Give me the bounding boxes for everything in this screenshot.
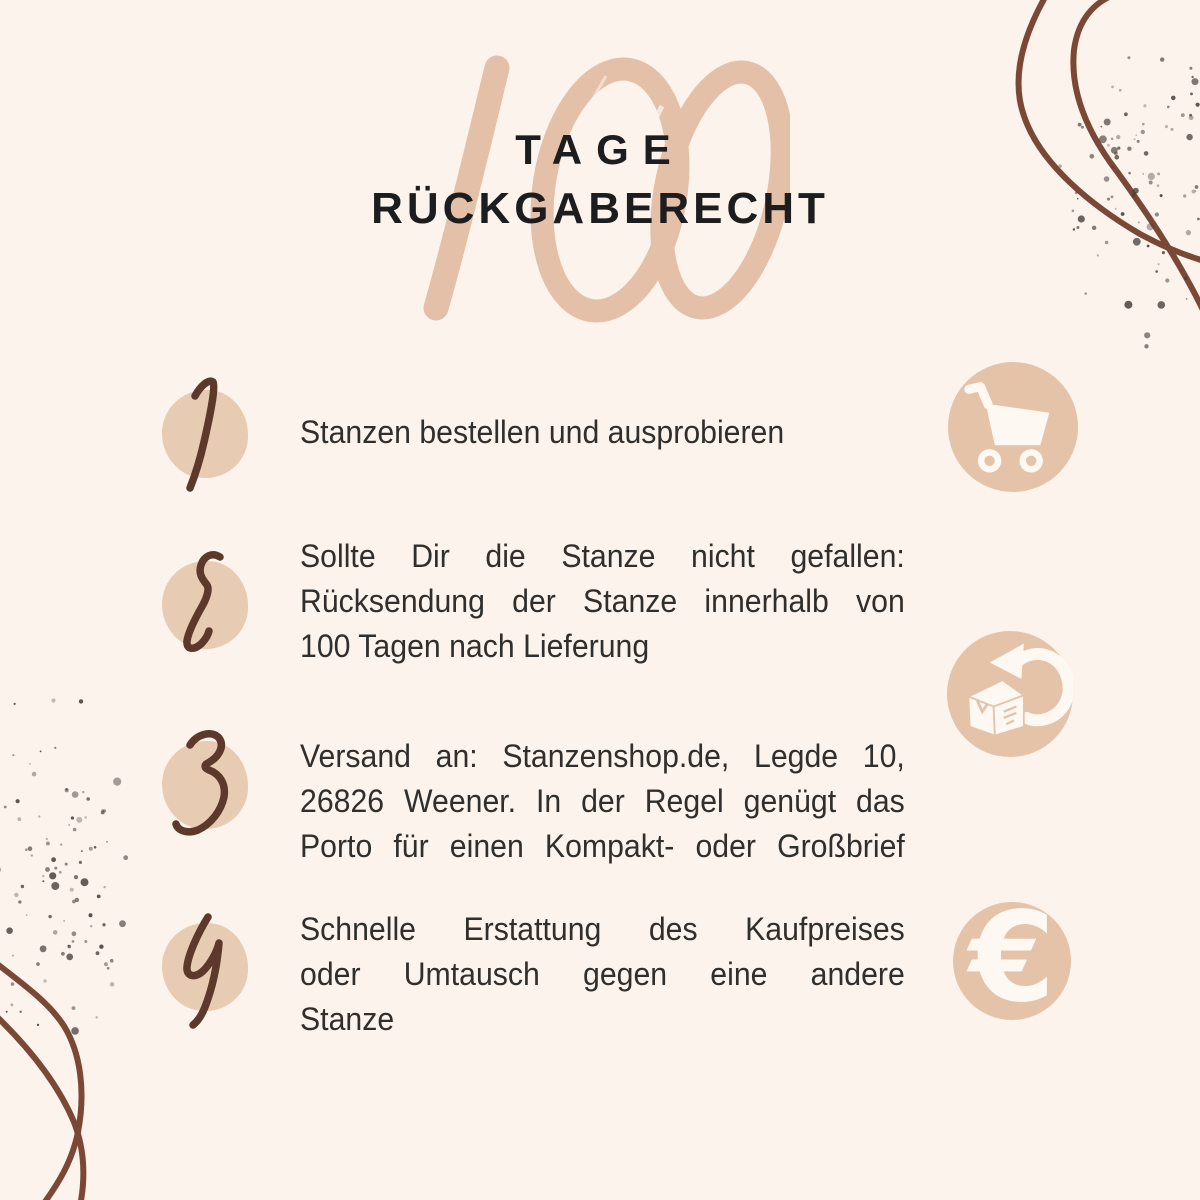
step-text-line: Stanzen bestellen und ausprobieren <box>300 414 785 450</box>
step-text-line: 100 Tagen nach Lieferung <box>300 628 650 664</box>
step-text-line: Sollte Dir die Stanze nicht gefallen: <box>300 538 905 574</box>
step-text-line: Stanze <box>300 1001 395 1037</box>
title-line-tage: TAGE <box>515 126 685 173</box>
shopping-cart-glyph <box>948 362 1078 492</box>
title-line-rueckgaberecht: RÜCKGABERECHT <box>371 184 829 233</box>
euro-icon <box>953 886 1071 1030</box>
package-return-icon <box>947 631 1073 757</box>
bottom-left-squiggle-line-2 <box>0 960 82 1200</box>
step-text-line: Schnelle Erstattung des Kaufpreises <box>300 911 905 947</box>
step-2-text <box>300 534 940 669</box>
shopping-cart-icon <box>948 362 1078 492</box>
step-text-line: oder Umtausch gegen eine andere <box>300 956 905 992</box>
handwritten-digit-3 <box>159 723 251 847</box>
handwritten-digit-2 <box>159 543 251 667</box>
package-return-glyph <box>947 631 1073 757</box>
step-text-line: Rücksendung der Stanze innerhalb von <box>300 583 905 619</box>
step-1-text <box>300 410 940 455</box>
page-title <box>0 120 1200 238</box>
step-4-text <box>300 907 940 1042</box>
handwritten-digit-1 <box>159 372 251 496</box>
step-text-line: 26826 Weener. In der Regel genügt das <box>300 783 905 819</box>
handwritten-digit-4 <box>159 905 251 1029</box>
euro-sign-glyph: € <box>968 886 1056 1030</box>
step-3-text <box>300 734 940 869</box>
step-text-line: Porto für einen Kompakt- oder Großbrief <box>300 828 905 864</box>
step-text-line: Versand an: Stanzenshop.de, Legde 10, <box>300 738 905 774</box>
